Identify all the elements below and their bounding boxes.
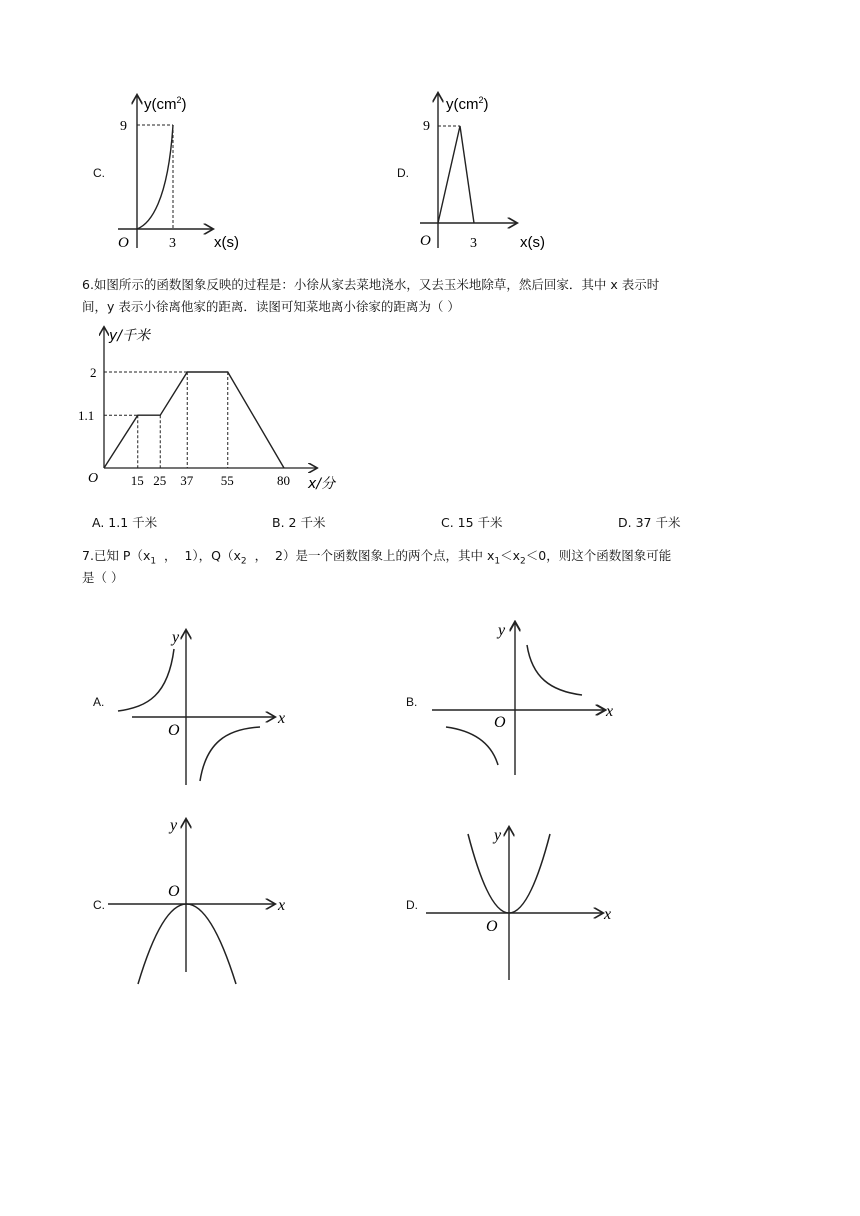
curve-quadrant-4 (200, 727, 260, 781)
x-tick-80: 80 (277, 473, 290, 488)
y-label: y (494, 827, 502, 844)
q6-answer-b[interactable]: B. 2 千米 (272, 515, 326, 530)
q6-text-line1: 6.如图所示的函数图象反映的过程是：小徐从家去菜地浇水，又去玉米地除草，然后回家．其中 x 表示时 (82, 277, 660, 292)
distance-line (104, 372, 284, 468)
q6-chart (76, 322, 356, 494)
x-tick-25: 25 (153, 473, 167, 488)
origin-label: O (118, 235, 129, 251)
curve-quadrant-2 (118, 649, 174, 711)
q5-option-d-graph (414, 90, 564, 254)
origin-label: O (168, 883, 180, 900)
y-tick-2: 2 (90, 365, 97, 380)
y-axis-label: $y(cm^2)$ (446, 95, 489, 113)
q7-option-d-graph[interactable] (424, 820, 624, 985)
q5-option-c-graph (110, 92, 260, 254)
q7-option-b-letter[interactable]: B. (406, 695, 418, 709)
x-tick-3: 3 (470, 236, 477, 251)
origin-label: O (88, 471, 99, 486)
origin-label: O (494, 714, 506, 731)
q7-option-a-graph[interactable] (108, 625, 298, 790)
q5-option-c-letter: C. (93, 166, 105, 180)
q7-option-d-letter[interactable]: D. (406, 898, 418, 912)
q5-option-d-letter: D. (397, 166, 409, 180)
curve-quadrant-1 (527, 645, 582, 695)
q7-option-b-graph[interactable] (424, 615, 624, 780)
x-axis-label: x(s) (520, 234, 545, 251)
x-axis-label: x(s) (214, 234, 239, 251)
x-tick-37: 37 (180, 473, 194, 488)
triangle-line (438, 126, 474, 223)
q6-text-line2: 间，y 表示小徐离他家的距离．读图可知菜地离小徐家的距离为（ ） (82, 299, 460, 314)
x-label: x (606, 703, 614, 720)
y-tick-9: 9 (423, 119, 430, 134)
q6-answer-a[interactable]: A. 1.1 千米 (92, 515, 158, 530)
y-tick-9: 9 (120, 119, 127, 134)
q7-option-c-graph[interactable] (108, 812, 298, 990)
y-label: y (170, 817, 178, 834)
q7-option-c-letter[interactable]: C. (93, 898, 105, 912)
x-tick-3: 3 (169, 236, 176, 251)
x-label: x (278, 710, 286, 727)
y-axis-label: y/千米 (109, 328, 151, 344)
parabola-down (138, 904, 236, 984)
origin-label: O (486, 918, 498, 935)
curve-quadrant-3 (446, 727, 498, 765)
q7-text-line2: 是（ ） (82, 570, 124, 585)
x-tick-55: 55 (220, 473, 234, 488)
y-axis-label: $y(cm^2)$ (144, 95, 187, 113)
x-tick-15: 15 (130, 473, 144, 488)
y-label: y (172, 629, 180, 646)
curve (137, 125, 173, 229)
origin-label: O (168, 722, 180, 739)
y-label: y (498, 622, 506, 639)
x-label: x (278, 897, 286, 914)
q7-text-line1: 7.已知 $P(x_1$ ， 1），$Q(x_2$ ， 2）是一个函数图象上的两个点，其中 $x_1<x_2<0$，则这个函数图象可能 (82, 548, 672, 567)
q6-answer-c[interactable]: C. 15 千米 (441, 515, 503, 530)
y-tick-1.1: 1.1 (78, 408, 95, 424)
x-label: x (604, 906, 612, 923)
q7-option-a-letter[interactable]: A. (93, 695, 105, 709)
x-axis-label: x/分 (308, 476, 336, 492)
origin-label: O (420, 233, 431, 249)
q6-answer-d[interactable]: D. 37 千米 (618, 515, 681, 530)
